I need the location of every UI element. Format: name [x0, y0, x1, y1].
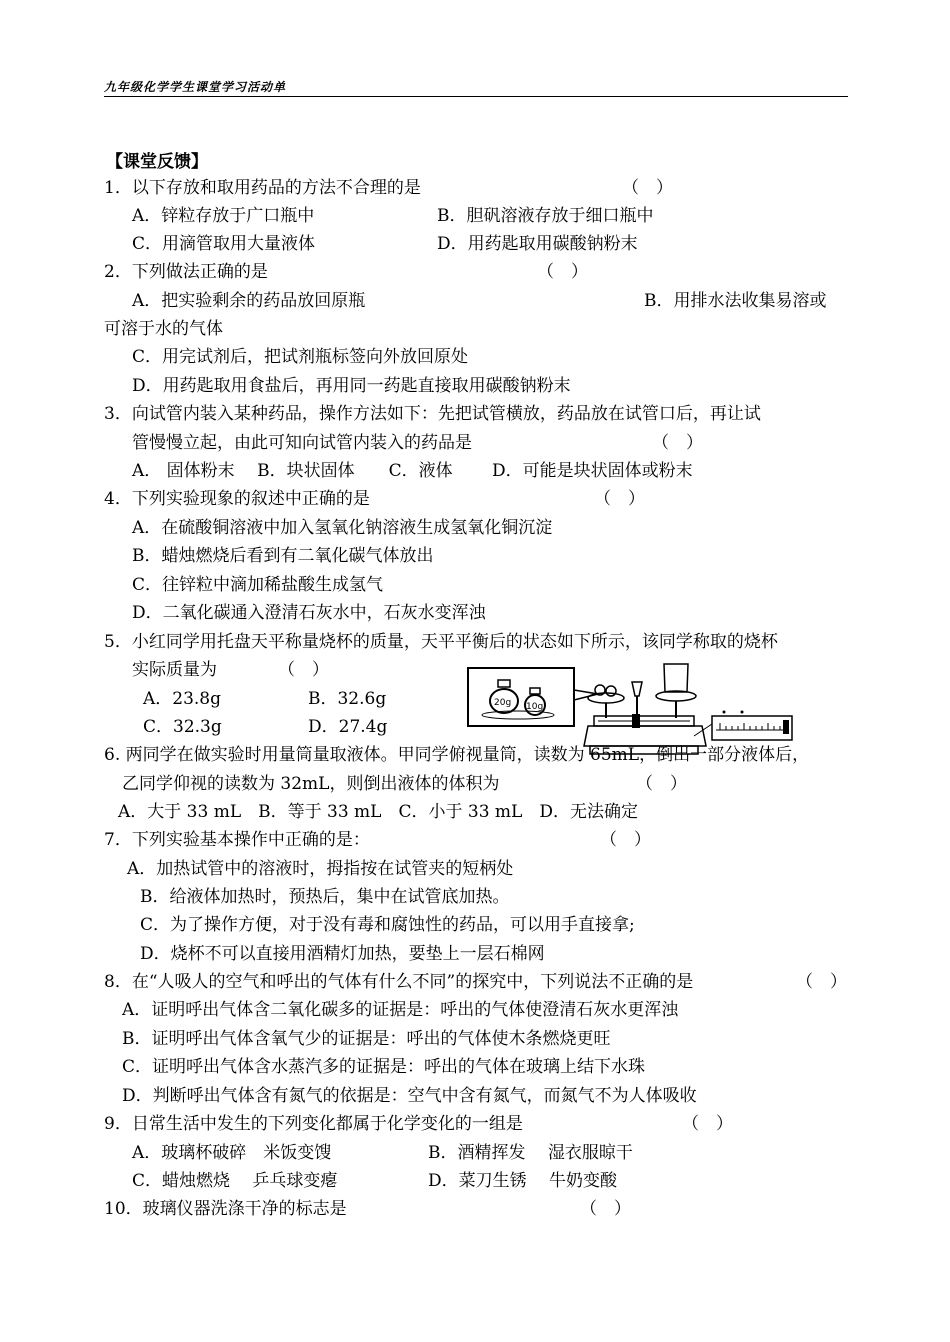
option-2d: D．用药匙取用食盐后，再用同一药匙直接取用碳酸钠粉末	[132, 376, 571, 396]
option-7c: C．为了操作方便，对于没有毒和腐蚀性的药品，可以用手直接拿;	[140, 915, 635, 935]
option-9d: D．菜刀生锈 牛奶变酸	[428, 1171, 618, 1191]
option-9a: A．玻璃杯破碎 米饭变馊	[132, 1143, 332, 1163]
answer-paren-4: （ ）	[594, 489, 645, 509]
option-2b-cont: 可溶于水的气体	[104, 319, 223, 339]
page-header	[104, 76, 848, 97]
option-2a: A．把实验剩余的药品放回原瓶	[132, 291, 366, 311]
question-7: 7．下列实验基本操作中正确的是：	[104, 830, 370, 850]
question-3-cont: 管慢慢立起，由此可知向试管内装入的药品是	[132, 433, 472, 453]
question-5-cont: 实际质量为	[132, 660, 217, 680]
option-2b: B．用排水法收集易溶或	[644, 291, 827, 311]
options-3: A． 固体粉末 B．块状固体 C．液体 D．可能是块状固体或粉末	[132, 461, 693, 481]
question-8: 8．在“人吸人的空气和呼出的气体有什么不同”的探究中，下列说法不正确的是	[104, 972, 694, 992]
answer-paren-9: （ ）	[682, 1114, 733, 1134]
option-4d: D．二氧化碳通入澄清石灰水中，石灰水变浑浊	[132, 603, 486, 623]
question-6: 6. 两同学在做实验时用量筒量取液体。甲同学俯视量筒，读数为 65mL，倒出一部分液体后，	[104, 745, 810, 765]
option-1a: A．锌粒存放于广口瓶中	[132, 206, 315, 226]
question-10: 10．玻璃仪器洗涤干净的标志是	[104, 1199, 347, 1219]
option-7b: B．给液体加热时，预热后，集中在试管底加热。	[140, 887, 510, 907]
options-6: A．大于 33 mL B．等于 33 mL C．小于 33 mL D．无法确定	[118, 802, 638, 822]
option-4a: A．在硫酸铜溶液中加入氢氧化钠溶液生成氢氧化铜沉淀	[132, 518, 553, 538]
weight-10g-label: 10g	[526, 702, 544, 712]
option-1c: C．用滴管取用大量液体	[132, 234, 316, 254]
option-1d: D．用药匙取用碳酸钠粉末	[437, 234, 638, 254]
option-7a: A．加热试管中的溶液时，拇指按在试管夹的短柄处	[127, 859, 514, 879]
question-5: 5．小红同学用托盘天平称量烧杯的质量，天平平衡后的状态如下所示，该同学称取的烧杯	[104, 632, 778, 652]
option-7d: D．烧杯不可以直接用酒精灯加热，要垫上一层石棉网	[140, 944, 545, 964]
option-4c: C．往锌粒中滴加稀盐酸生成氢气	[132, 575, 384, 595]
option-8d: D．判断呼出气体含有氮气的依据是：空气中含有氮气，而氮气不为人体吸收	[122, 1086, 697, 1106]
header-title: 九年级化学学生课堂学习活动单	[104, 80, 287, 94]
answer-paren-6: （ ）	[636, 774, 687, 794]
question-9: 9．日常生活中发生的下列变化都属于化学变化的一组是	[104, 1114, 523, 1134]
answer-paren-8: （ ）	[796, 972, 847, 992]
option-5b: B．32.6g	[308, 689, 387, 709]
weight-20g-label: 20g	[494, 698, 512, 708]
section-title: 【课堂反馈】	[106, 152, 208, 172]
option-1b: B．胆矾溶液存放于细口瓶中	[437, 206, 654, 226]
option-8b: B．证明呼出气体含氧气少的证据是：呼出的气体使木条燃烧更旺	[122, 1029, 611, 1049]
answer-paren-2: （ ）	[537, 262, 588, 282]
question-2: 2．下列做法正确的是	[104, 262, 268, 282]
option-2c: C．用完试剂后，把试剂瓶标签向外放回原处	[132, 347, 469, 367]
question-3: 3．向试管内装入某种药品，操作方法如下：先把试管横放，药品放在试管口后，再让试	[104, 404, 761, 424]
option-4b: B．蜡烛燃烧后看到有二氧化碳气体放出	[132, 546, 434, 566]
option-8c: C．证明呼出气体含水蒸汽多的证据是：呼出的气体在玻璃上结下水珠	[122, 1057, 646, 1077]
question-4: 4．下列实验现象的叙述中正确的是	[104, 489, 370, 509]
option-9c: C．蜡烛燃烧 乒乓球变瘪	[132, 1171, 338, 1191]
option-5a: A．23.8g	[143, 689, 222, 709]
option-8a: A．证明呼出气体含二氧化碳多的证据是：呼出的气体使澄清石灰水更浑浊	[122, 1000, 679, 1020]
option-5d: D．27.4g	[308, 717, 388, 737]
question-1: 1．以下存放和取用药品的方法不合理的是	[104, 178, 421, 198]
answer-paren-10: （ ）	[580, 1199, 631, 1219]
option-5c: C．32.3g	[143, 717, 222, 737]
question-6-cont: 乙同学仰视的读数为 32mL，则倒出液体的体积为	[122, 774, 500, 794]
answer-paren-3: （ ）	[652, 433, 703, 453]
answer-paren-7: （ ）	[600, 830, 651, 850]
answer-paren-5: （ ）	[278, 660, 329, 680]
answer-paren-1: （ ）	[622, 178, 673, 198]
option-9b: B．酒精挥发 湿衣服晾干	[428, 1143, 633, 1163]
